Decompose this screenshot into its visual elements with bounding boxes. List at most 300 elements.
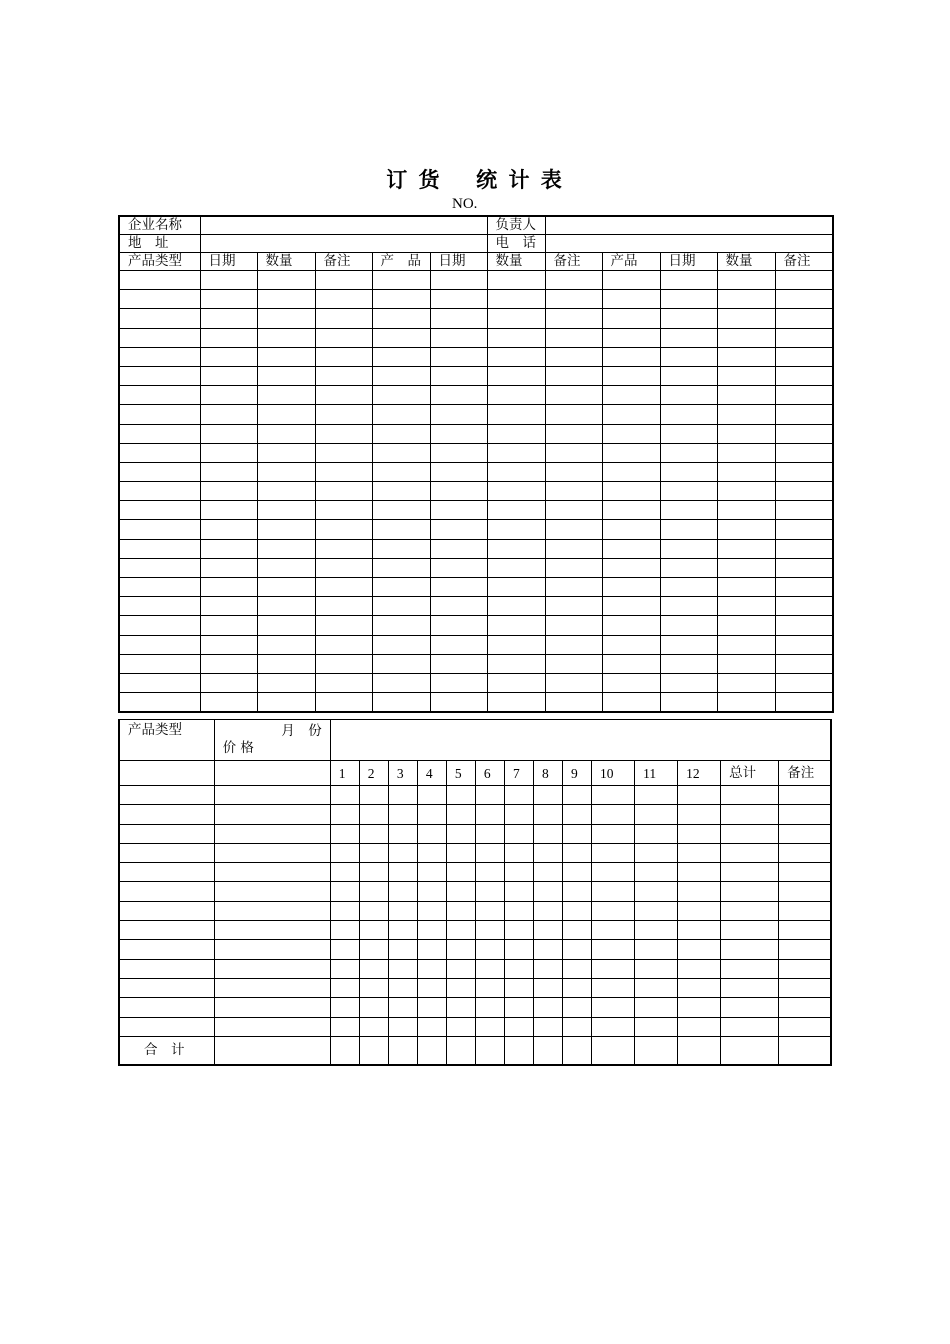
summary-cell[interactable]	[635, 921, 678, 940]
sum-cell[interactable]	[592, 1036, 635, 1065]
order-cell[interactable]	[372, 386, 430, 405]
summary-cell[interactable]	[563, 959, 592, 978]
summary-cell[interactable]	[504, 805, 533, 824]
summary-cell[interactable]	[635, 786, 678, 805]
order-cell[interactable]	[200, 443, 257, 462]
order-cell[interactable]	[372, 309, 430, 328]
order-cell[interactable]	[487, 578, 545, 597]
summary-cell[interactable]	[119, 786, 214, 805]
summary-cell[interactable]	[214, 921, 330, 940]
summary-cell[interactable]	[417, 843, 446, 862]
order-cell[interactable]	[119, 539, 200, 558]
order-cell[interactable]	[119, 309, 200, 328]
summary-cell[interactable]	[475, 863, 504, 882]
order-cell[interactable]	[200, 597, 257, 616]
order-cell[interactable]	[372, 482, 430, 501]
order-cell[interactable]	[257, 482, 315, 501]
order-cell[interactable]	[430, 290, 487, 309]
order-cell[interactable]	[200, 558, 257, 577]
summary-cell[interactable]	[678, 921, 721, 940]
order-cell[interactable]	[717, 309, 775, 328]
order-cell[interactable]	[602, 443, 660, 462]
summary-cell[interactable]	[446, 998, 475, 1017]
order-cell[interactable]	[315, 520, 372, 539]
summary-cell[interactable]	[475, 805, 504, 824]
summary-cell[interactable]	[721, 843, 779, 862]
order-cell[interactable]	[315, 501, 372, 520]
order-cell[interactable]	[200, 482, 257, 501]
summary-cell[interactable]	[388, 824, 417, 843]
order-cell[interactable]	[545, 539, 602, 558]
summary-cell[interactable]	[119, 863, 214, 882]
summary-cell[interactable]	[635, 998, 678, 1017]
summary-cell[interactable]	[504, 824, 533, 843]
summary-cell[interactable]	[504, 843, 533, 862]
summary-cell[interactable]	[504, 998, 533, 1017]
order-cell[interactable]	[660, 654, 717, 673]
order-cell[interactable]	[775, 366, 833, 385]
summary-cell[interactable]	[678, 863, 721, 882]
order-cell[interactable]	[717, 597, 775, 616]
sum-cell[interactable]	[779, 1036, 831, 1065]
summary-cell[interactable]	[504, 959, 533, 978]
summary-cell[interactable]	[563, 882, 592, 901]
order-cell[interactable]	[257, 424, 315, 443]
summary-cell[interactable]	[504, 978, 533, 997]
summary-cell[interactable]	[678, 998, 721, 1017]
order-cell[interactable]	[372, 347, 430, 366]
order-cell[interactable]	[545, 578, 602, 597]
order-cell[interactable]	[119, 347, 200, 366]
summary-cell[interactable]	[563, 824, 592, 843]
order-cell[interactable]	[430, 578, 487, 597]
summary-cell[interactable]	[388, 901, 417, 920]
summary-cell[interactable]	[446, 901, 475, 920]
summary-cell[interactable]	[563, 786, 592, 805]
order-cell[interactable]	[602, 347, 660, 366]
order-cell[interactable]	[257, 693, 315, 713]
order-cell[interactable]	[119, 654, 200, 673]
order-cell[interactable]	[602, 597, 660, 616]
summary-cell[interactable]	[635, 863, 678, 882]
summary-cell[interactable]	[678, 843, 721, 862]
summary-cell[interactable]	[119, 978, 214, 997]
order-cell[interactable]	[372, 693, 430, 713]
summary-cell[interactable]	[417, 863, 446, 882]
summary-cell[interactable]	[592, 824, 635, 843]
order-cell[interactable]	[775, 309, 833, 328]
summary-cell[interactable]	[417, 978, 446, 997]
summary-cell[interactable]	[779, 940, 831, 959]
order-cell[interactable]	[315, 424, 372, 443]
order-cell[interactable]	[430, 520, 487, 539]
summary-cell[interactable]	[359, 824, 388, 843]
summary-cell[interactable]	[359, 940, 388, 959]
order-cell[interactable]	[602, 616, 660, 635]
summary-cell[interactable]	[475, 901, 504, 920]
summary-cell[interactable]	[417, 921, 446, 940]
summary-cell[interactable]	[533, 901, 562, 920]
order-cell[interactable]	[660, 501, 717, 520]
order-cell[interactable]	[315, 635, 372, 654]
order-cell[interactable]	[717, 386, 775, 405]
order-cell[interactable]	[200, 405, 257, 424]
summary-cell[interactable]	[533, 882, 562, 901]
summary-cell[interactable]	[446, 959, 475, 978]
summary-cell[interactable]	[563, 805, 592, 824]
order-cell[interactable]	[775, 558, 833, 577]
order-cell[interactable]	[487, 482, 545, 501]
order-cell[interactable]	[372, 366, 430, 385]
summary-cell[interactable]	[214, 998, 330, 1017]
order-cell[interactable]	[200, 309, 257, 328]
order-cell[interactable]	[775, 539, 833, 558]
order-cell[interactable]	[545, 520, 602, 539]
order-cell[interactable]	[717, 520, 775, 539]
sum-cell[interactable]	[330, 1036, 359, 1065]
summary-cell[interactable]	[592, 901, 635, 920]
summary-cell[interactable]	[779, 998, 831, 1017]
summary-cell[interactable]	[721, 978, 779, 997]
order-cell[interactable]	[602, 635, 660, 654]
summary-cell[interactable]	[475, 882, 504, 901]
order-cell[interactable]	[717, 405, 775, 424]
order-cell[interactable]	[660, 482, 717, 501]
order-cell[interactable]	[372, 558, 430, 577]
order-cell[interactable]	[602, 309, 660, 328]
order-cell[interactable]	[775, 654, 833, 673]
summary-cell[interactable]	[417, 882, 446, 901]
summary-cell[interactable]	[779, 843, 831, 862]
summary-cell[interactable]	[533, 863, 562, 882]
order-cell[interactable]	[717, 328, 775, 347]
sum-cell[interactable]	[417, 1036, 446, 1065]
summary-cell[interactable]	[678, 940, 721, 959]
order-cell[interactable]	[717, 673, 775, 692]
summary-cell[interactable]	[533, 998, 562, 1017]
order-cell[interactable]	[257, 597, 315, 616]
order-cell[interactable]	[602, 558, 660, 577]
order-cell[interactable]	[717, 635, 775, 654]
order-cell[interactable]	[119, 290, 200, 309]
phone-field[interactable]	[545, 235, 833, 253]
order-cell[interactable]	[119, 366, 200, 385]
summary-cell[interactable]	[119, 959, 214, 978]
summary-cell[interactable]	[635, 978, 678, 997]
summary-cell[interactable]	[563, 1017, 592, 1036]
order-cell[interactable]	[487, 386, 545, 405]
order-cell[interactable]	[545, 443, 602, 462]
order-cell[interactable]	[257, 328, 315, 347]
summary-cell[interactable]	[417, 786, 446, 805]
summary-cell[interactable]	[563, 998, 592, 1017]
summary-cell[interactable]	[678, 959, 721, 978]
summary-cell[interactable]	[119, 1017, 214, 1036]
order-cell[interactable]	[602, 578, 660, 597]
order-cell[interactable]	[545, 386, 602, 405]
summary-cell[interactable]	[779, 901, 831, 920]
order-cell[interactable]	[430, 558, 487, 577]
order-cell[interactable]	[372, 635, 430, 654]
summary-cell[interactable]	[533, 843, 562, 862]
order-cell[interactable]	[602, 501, 660, 520]
order-cell[interactable]	[660, 558, 717, 577]
order-cell[interactable]	[660, 424, 717, 443]
summary-cell[interactable]	[504, 786, 533, 805]
order-cell[interactable]	[119, 520, 200, 539]
address-field[interactable]	[200, 235, 487, 253]
order-cell[interactable]	[602, 290, 660, 309]
order-cell[interactable]	[487, 501, 545, 520]
summary-cell[interactable]	[779, 863, 831, 882]
summary-cell[interactable]	[359, 901, 388, 920]
order-cell[interactable]	[545, 347, 602, 366]
order-cell[interactable]	[119, 501, 200, 520]
summary-cell[interactable]	[533, 959, 562, 978]
order-cell[interactable]	[430, 405, 487, 424]
order-cell[interactable]	[430, 693, 487, 713]
summary-cell[interactable]	[214, 978, 330, 997]
order-cell[interactable]	[660, 443, 717, 462]
order-cell[interactable]	[487, 309, 545, 328]
order-cell[interactable]	[315, 405, 372, 424]
order-cell[interactable]	[487, 290, 545, 309]
order-cell[interactable]	[257, 462, 315, 481]
order-cell[interactable]	[602, 673, 660, 692]
summary-cell[interactable]	[446, 824, 475, 843]
summary-cell[interactable]	[359, 882, 388, 901]
summary-cell[interactable]	[359, 863, 388, 882]
order-cell[interactable]	[430, 482, 487, 501]
summary-cell[interactable]	[721, 805, 779, 824]
summary-cell[interactable]	[417, 959, 446, 978]
order-cell[interactable]	[430, 597, 487, 616]
summary-cell[interactable]	[592, 921, 635, 940]
order-cell[interactable]	[200, 366, 257, 385]
order-cell[interactable]	[315, 328, 372, 347]
order-cell[interactable]	[775, 462, 833, 481]
order-cell[interactable]	[545, 271, 602, 290]
order-cell[interactable]	[545, 290, 602, 309]
summary-cell[interactable]	[330, 959, 359, 978]
order-cell[interactable]	[660, 635, 717, 654]
summary-cell[interactable]	[779, 1017, 831, 1036]
summary-cell[interactable]	[475, 959, 504, 978]
order-cell[interactable]	[430, 501, 487, 520]
summary-cell[interactable]	[446, 921, 475, 940]
summary-cell[interactable]	[779, 959, 831, 978]
summary-cell[interactable]	[721, 940, 779, 959]
order-cell[interactable]	[602, 405, 660, 424]
sum-cell[interactable]	[504, 1036, 533, 1065]
order-cell[interactable]	[200, 635, 257, 654]
sum-cell[interactable]	[721, 1036, 779, 1065]
order-cell[interactable]	[775, 443, 833, 462]
order-cell[interactable]	[660, 597, 717, 616]
summary-cell[interactable]	[779, 805, 831, 824]
order-cell[interactable]	[372, 501, 430, 520]
order-cell[interactable]	[372, 328, 430, 347]
summary-cell[interactable]	[446, 882, 475, 901]
order-cell[interactable]	[119, 271, 200, 290]
summary-cell[interactable]	[635, 805, 678, 824]
summary-cell[interactable]	[635, 824, 678, 843]
order-cell[interactable]	[545, 501, 602, 520]
summary-cell[interactable]	[475, 786, 504, 805]
order-cell[interactable]	[257, 539, 315, 558]
order-cell[interactable]	[257, 673, 315, 692]
order-cell[interactable]	[119, 482, 200, 501]
summary-cell[interactable]	[721, 882, 779, 901]
summary-cell[interactable]	[779, 921, 831, 940]
summary-cell[interactable]	[563, 921, 592, 940]
order-cell[interactable]	[430, 462, 487, 481]
order-cell[interactable]	[545, 405, 602, 424]
order-cell[interactable]	[119, 328, 200, 347]
summary-cell[interactable]	[119, 882, 214, 901]
order-cell[interactable]	[775, 578, 833, 597]
summary-cell[interactable]	[330, 805, 359, 824]
summary-cell[interactable]	[592, 978, 635, 997]
manager-field[interactable]	[545, 216, 833, 235]
order-cell[interactable]	[717, 616, 775, 635]
summary-cell[interactable]	[417, 1017, 446, 1036]
sum-cell[interactable]	[475, 1036, 504, 1065]
order-cell[interactable]	[315, 290, 372, 309]
order-cell[interactable]	[660, 309, 717, 328]
order-cell[interactable]	[257, 654, 315, 673]
order-cell[interactable]	[200, 578, 257, 597]
order-cell[interactable]	[430, 635, 487, 654]
order-cell[interactable]	[430, 654, 487, 673]
summary-cell[interactable]	[119, 843, 214, 862]
order-cell[interactable]	[487, 635, 545, 654]
summary-cell[interactable]	[678, 1017, 721, 1036]
order-cell[interactable]	[660, 520, 717, 539]
summary-cell[interactable]	[388, 786, 417, 805]
order-cell[interactable]	[487, 328, 545, 347]
summary-cell[interactable]	[214, 824, 330, 843]
summary-cell[interactable]	[504, 901, 533, 920]
order-cell[interactable]	[372, 520, 430, 539]
order-cell[interactable]	[119, 558, 200, 577]
order-cell[interactable]	[545, 597, 602, 616]
order-cell[interactable]	[660, 347, 717, 366]
summary-cell[interactable]	[388, 959, 417, 978]
company-name-field[interactable]	[200, 216, 487, 235]
summary-cell[interactable]	[359, 805, 388, 824]
order-cell[interactable]	[717, 271, 775, 290]
order-cell[interactable]	[200, 693, 257, 713]
summary-cell[interactable]	[446, 940, 475, 959]
order-cell[interactable]	[545, 654, 602, 673]
order-cell[interactable]	[257, 558, 315, 577]
order-cell[interactable]	[487, 347, 545, 366]
summary-cell[interactable]	[388, 843, 417, 862]
order-cell[interactable]	[315, 386, 372, 405]
order-cell[interactable]	[372, 673, 430, 692]
summary-cell[interactable]	[635, 843, 678, 862]
order-cell[interactable]	[200, 386, 257, 405]
order-cell[interactable]	[775, 386, 833, 405]
order-cell[interactable]	[372, 462, 430, 481]
summary-cell[interactable]	[635, 882, 678, 901]
summary-cell[interactable]	[678, 901, 721, 920]
summary-cell[interactable]	[592, 863, 635, 882]
order-cell[interactable]	[119, 462, 200, 481]
order-cell[interactable]	[545, 328, 602, 347]
summary-cell[interactable]	[330, 882, 359, 901]
summary-cell[interactable]	[214, 805, 330, 824]
order-cell[interactable]	[487, 424, 545, 443]
summary-cell[interactable]	[592, 959, 635, 978]
order-cell[interactable]	[430, 347, 487, 366]
order-cell[interactable]	[775, 693, 833, 713]
order-cell[interactable]	[430, 366, 487, 385]
summary-cell[interactable]	[330, 863, 359, 882]
summary-cell[interactable]	[330, 786, 359, 805]
order-cell[interactable]	[717, 501, 775, 520]
order-cell[interactable]	[487, 597, 545, 616]
summary-cell[interactable]	[214, 1017, 330, 1036]
sum-cell[interactable]	[388, 1036, 417, 1065]
sum-cell[interactable]	[635, 1036, 678, 1065]
summary-cell[interactable]	[678, 805, 721, 824]
order-cell[interactable]	[315, 443, 372, 462]
summary-cell[interactable]	[533, 805, 562, 824]
order-cell[interactable]	[200, 424, 257, 443]
summary-cell[interactable]	[533, 786, 562, 805]
order-cell[interactable]	[660, 539, 717, 558]
order-cell[interactable]	[545, 635, 602, 654]
order-cell[interactable]	[200, 520, 257, 539]
order-cell[interactable]	[487, 673, 545, 692]
order-cell[interactable]	[775, 328, 833, 347]
summary-cell[interactable]	[592, 998, 635, 1017]
order-cell[interactable]	[315, 309, 372, 328]
sum-cell[interactable]	[563, 1036, 592, 1065]
order-cell[interactable]	[315, 462, 372, 481]
summary-cell[interactable]	[533, 824, 562, 843]
order-cell[interactable]	[257, 366, 315, 385]
summary-cell[interactable]	[119, 940, 214, 959]
summary-cell[interactable]	[330, 978, 359, 997]
order-cell[interactable]	[775, 405, 833, 424]
summary-cell[interactable]	[214, 882, 330, 901]
summary-cell[interactable]	[533, 921, 562, 940]
order-cell[interactable]	[200, 347, 257, 366]
summary-cell[interactable]	[721, 863, 779, 882]
order-cell[interactable]	[119, 443, 200, 462]
order-cell[interactable]	[545, 462, 602, 481]
order-cell[interactable]	[372, 539, 430, 558]
summary-cell[interactable]	[388, 882, 417, 901]
order-cell[interactable]	[200, 290, 257, 309]
order-cell[interactable]	[545, 693, 602, 713]
summary-cell[interactable]	[417, 901, 446, 920]
order-cell[interactable]	[315, 673, 372, 692]
order-cell[interactable]	[119, 635, 200, 654]
order-cell[interactable]	[372, 424, 430, 443]
order-cell[interactable]	[200, 328, 257, 347]
summary-cell[interactable]	[721, 921, 779, 940]
summary-cell[interactable]	[446, 786, 475, 805]
order-cell[interactable]	[257, 520, 315, 539]
order-cell[interactable]	[660, 693, 717, 713]
order-cell[interactable]	[372, 616, 430, 635]
summary-cell[interactable]	[359, 978, 388, 997]
order-cell[interactable]	[430, 443, 487, 462]
